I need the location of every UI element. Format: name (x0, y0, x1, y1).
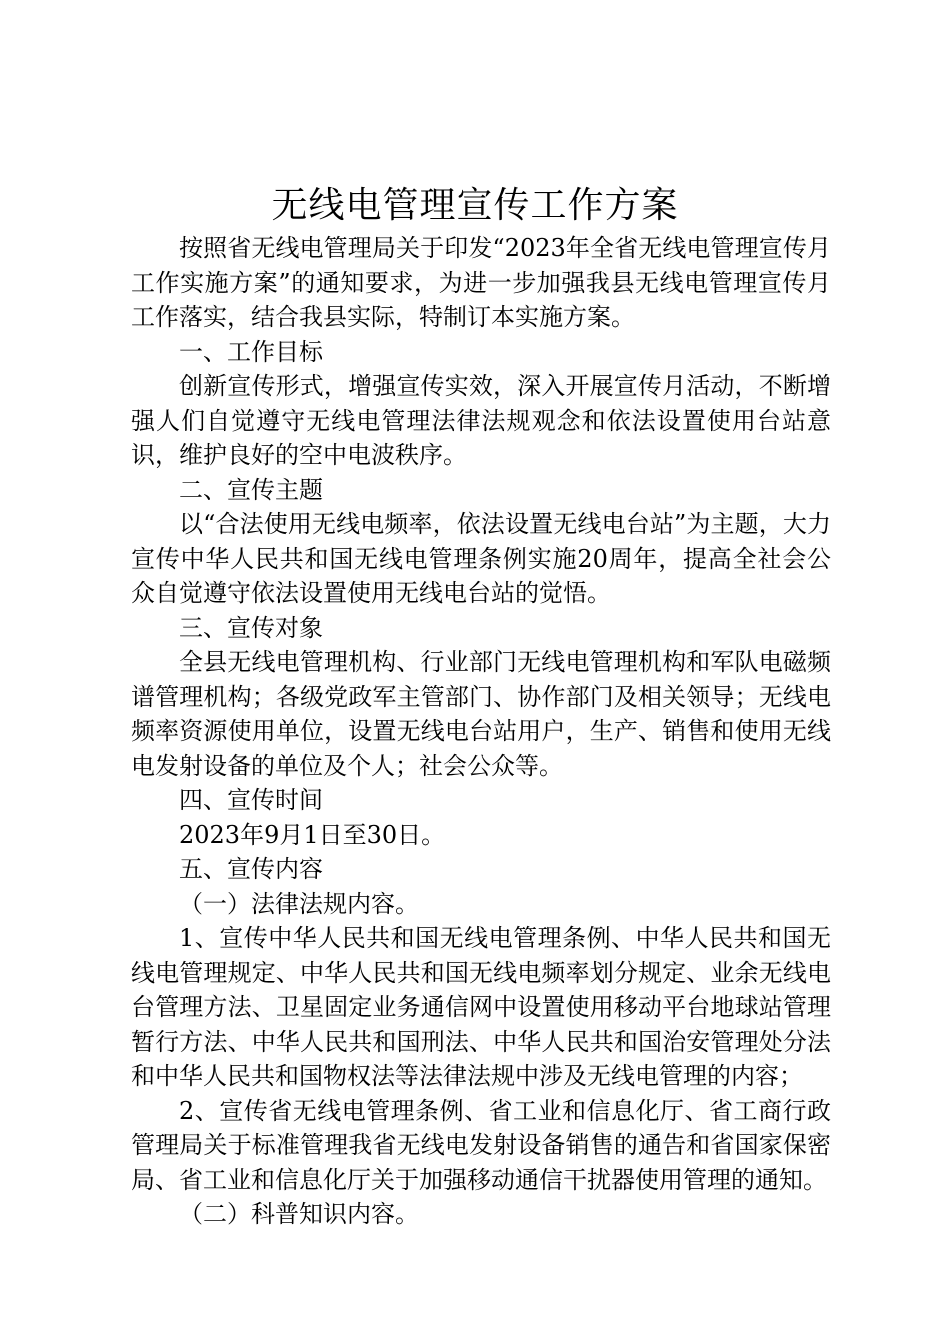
document-body (131, 231, 831, 1232)
section-heading-theme: 二、宣传主题 (179, 475, 323, 504)
intro-paragraph: 按照省无线电管理局关于印发“2023年全省无线电管理宣传月工作实施方案”的通知要求，为进一步加强我县无线电管理宣传月工作落实，结合我县实际，特制订本实施方案。 (131, 234, 831, 331)
goal-paragraph: 创新宣传形式，增强宣传实效，深入开展宣传月活动，不断增强人们自觉遵守无线电管理法律法规观念和依法设置使用台站意识，维护良好的空中电波秩序。 (131, 372, 831, 469)
subsection-heading-science: （二）科普知识内容。 (179, 1200, 419, 1228)
subsection-heading-laws: （一）法律法规内容。 (179, 889, 419, 918)
document-title: 无线电管理宣传工作方案 (271, 185, 679, 226)
section-heading-content: 五、宣传内容 (179, 855, 323, 883)
section-heading-goal: 一、工作目标 (179, 337, 323, 366)
theme-paragraph: 以“合法使用无线电频率，依法设置无线电台站”为主题，大力宣传中华人民共和国无线电管理条例实施20周年，提高全社会公众自觉遵守依法设置使用无线电台站的觉悟。 (131, 510, 831, 607)
time-paragraph: 2023年9月1日至30日。 (179, 820, 446, 849)
section-heading-time: 四、宣传时间 (179, 786, 323, 814)
laws-item-2: 2、宣传省无线电管理条例、省工业和信息化厅、省工商行政管理局关于标准管理我省无线电发射设备销售的通告和省国家保密局、省工业和信息化厅关于加强移动通信干扰器使用管理的通知。 (131, 1096, 831, 1194)
audience-paragraph: 全县无线电管理机构、行业部门无线电管理机构和军队电磁频谱管理机构；各级党政军主管部门、协作部门及相关领导；无线电频率资源使用单位，设置无线电台站用户，生产、销售和使用无线电发射设备的单位及个人；社会公众等。 (131, 648, 831, 780)
section-heading-audience: 三、宣传对象 (179, 613, 323, 642)
laws-item-1: 1、宣传中华人民共和国无线电管理条例、中华人民共和国无线电管理规定、中华人民共和国无线电频率划分规定、业余无线电台管理方法、卫星固定业务通信网中设置使用移动平台地球站管理暂行方法、中华人民共和国刑法、中华人民共和国治安管理处分法和中华人民共和国物权法等法律法规中涉及无线电管理的内容； (131, 924, 831, 1090)
